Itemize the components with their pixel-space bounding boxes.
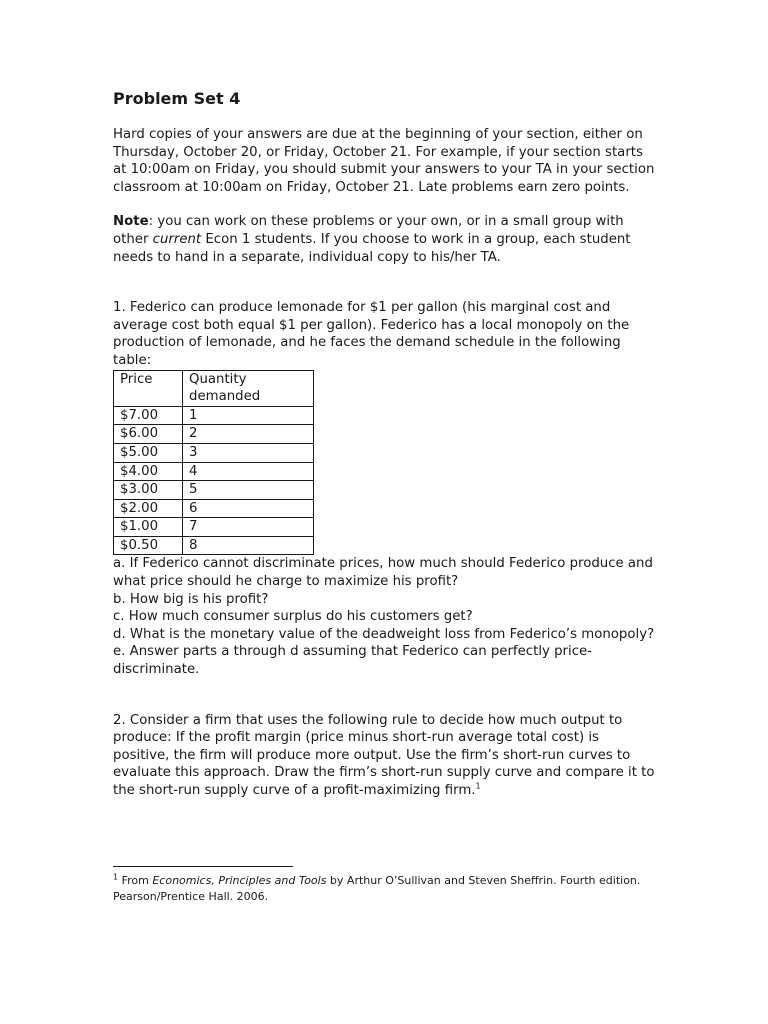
footnote-suffix: by Arthur O’Sullivan and Steven Sheffrin. Fourth edition. Pearson/Prentice Hall. 2006. [113, 874, 641, 903]
footnote-book-title: Economics, Principles and Tools [152, 874, 327, 887]
table-row [114, 425, 314, 444]
question-1-part: a. If Federico cannot discriminate prices, how much should Federico produce and what price should he charge to maximize his profit? [113, 556, 653, 590]
intro-paragraph: Hard copies of your answers are due at the beginning of your section, either on Thursday, October 20, or Friday, October 21. For example, if your section starts at 10:00am on Friday, you should submit your answers to your TA in your section classroom at 10:00am on Friday, October 21. Late problems earn zero points. [113, 127, 655, 195]
question-1-part: d. What is the monetary value of the deadweight loss from Federico’s monopoly? [113, 626, 655, 642]
table-row [114, 536, 314, 555]
price-cell: $4.00 [114, 462, 183, 481]
price-cell: $6.00 [114, 425, 183, 444]
footnote-divider [113, 866, 293, 867]
table-row [114, 443, 314, 462]
question-2-body: 2. Consider a firm that uses the following rule to decide how much output to produce: If the profit margin (price minus short-run average total cost) is positive, the firm will produce more output. Use the firm’s short-run curves to evaluate this approach. Draw the firm’s short-run supply curve and compare it to the short-run supply curve of a profit-maximizing firm. [113, 712, 655, 798]
quantity-cell: 3 [183, 443, 314, 462]
question-2-text [113, 712, 658, 800]
footnote-reference: 1 [475, 781, 481, 791]
table-row [114, 499, 314, 518]
quantity-cell: 8 [183, 536, 314, 555]
quantity-cell: 4 [183, 462, 314, 481]
note-label: Note [113, 214, 149, 230]
table-row [114, 406, 314, 425]
question-1-parts [113, 555, 658, 678]
footnote [113, 873, 658, 904]
document-page [113, 88, 658, 800]
table-header-row [114, 370, 314, 406]
price-cell: $0.50 [114, 536, 183, 555]
price-cell: $2.00 [114, 499, 183, 518]
note-text-after: Econ 1 students. If you choose to work in a group, each student needs to hand in a separate, individual copy to his/her TA. [113, 231, 631, 265]
question-1-part: e. Answer parts a through d assuming that Federico can perfectly price-discriminate. [113, 644, 592, 678]
question-1-part: b. How big is his profit? [113, 591, 269, 607]
table-row [114, 481, 314, 500]
quantity-cell: 6 [183, 499, 314, 518]
quantity-cell: 7 [183, 518, 314, 537]
table-row [114, 462, 314, 481]
price-cell: $3.00 [114, 481, 183, 500]
price-cell: $1.00 [114, 518, 183, 537]
quantity-cell: 5 [183, 481, 314, 500]
quantity-cell: 1 [183, 406, 314, 425]
page-title: Problem Set 4 [113, 89, 241, 108]
footnote-prefix: From [118, 874, 153, 887]
table-row [114, 518, 314, 537]
price-cell: $7.00 [114, 406, 183, 425]
column-header-quantity: Quantity demanded [183, 370, 314, 406]
question-1-text: 1. Federico can produce lemonade for $1 per gallon (his marginal cost and average cost both equal $1 per gallon). Federico has a local monopoly on the production of lemonade, and he faces the demand schedule in the following table: [113, 300, 630, 368]
footnote-marker: 1 [113, 872, 119, 882]
quantity-cell: 2 [183, 425, 314, 444]
note-paragraph [113, 213, 658, 266]
question-1-part: c. How much consumer surplus do his customers get? [113, 609, 473, 625]
note-emphasis: current [152, 231, 202, 247]
note-text-before: : you can work on these problems or your own, or in a small group with other [113, 214, 624, 247]
price-cell: $5.00 [114, 443, 183, 462]
column-header-price: Price [114, 370, 183, 406]
demand-schedule-table [113, 370, 314, 556]
